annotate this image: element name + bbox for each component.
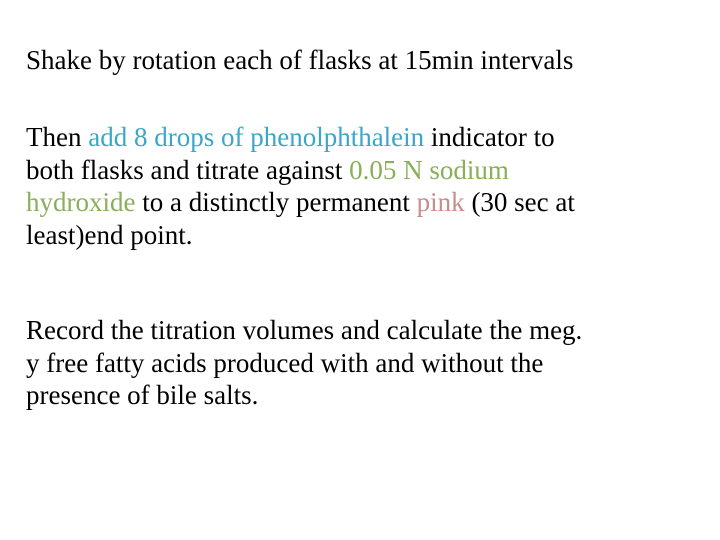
text-line: y free fatty acids produced with and without the [26,347,544,378]
highlight-sodium: 0.05 N sodium [349,154,509,185]
text-run: indicator to [424,122,555,152]
highlight-pink: pink [416,187,465,217]
instruction-titrate [26,121,706,251]
text-line [26,154,706,187]
text-run: (30 sec at [464,187,575,217]
text-line: Shake by rotation each of flasks at 15min intervals [26,45,574,75]
text-line: presence of bile salts. [26,380,259,410]
text-run: to a distinctly permanent [135,187,417,217]
text-line [26,121,706,154]
text-run: both flasks and titrate against [26,154,350,185]
text-run: Then [26,122,89,152]
text-line: least)end point. [26,219,193,250]
highlight-hydroxide: hydroxide [26,187,136,217]
instruction-record [26,314,706,412]
instruction-shake [26,44,706,77]
text-line: Record the titration volumes and calculate the meg. [26,315,583,345]
highlight-phenolphthalein: add 8 drops of phenolphthalein [88,122,425,152]
text-line [26,186,706,219]
